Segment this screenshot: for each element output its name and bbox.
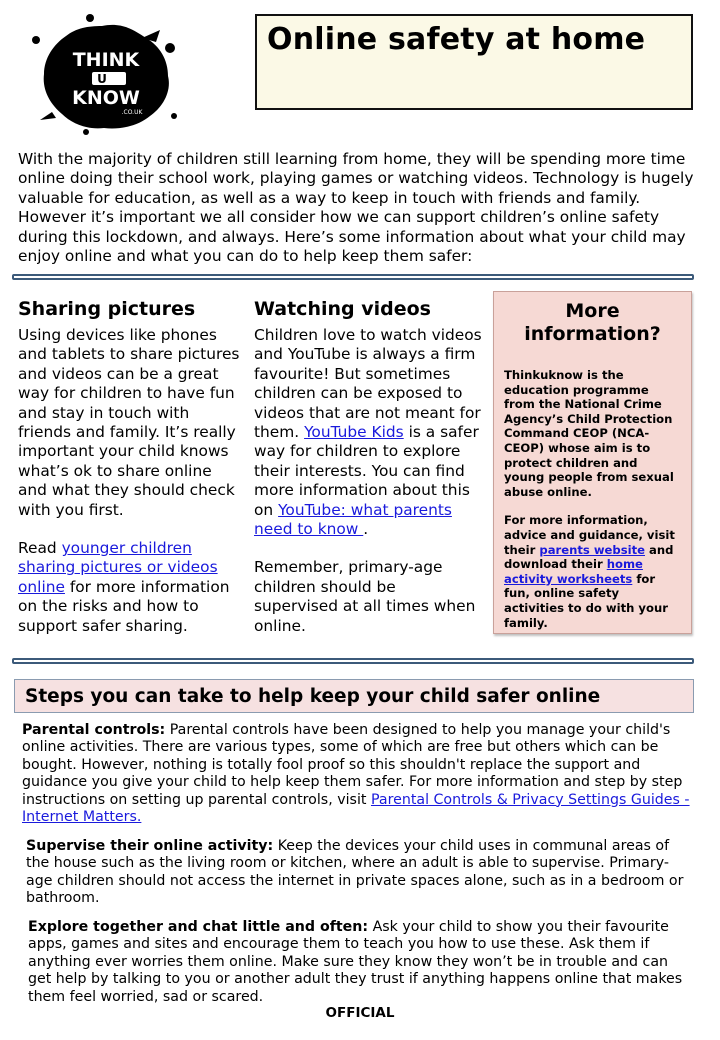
sharing-paragraph: Using devices like phones and tablets to share pictures and videos can be a great way for children to have fun and stay in touch with friends and family. It’s really important your child knows what’s ok to share online and what they should check with you first. [18, 326, 240, 519]
supervise-text: Keep the devices your child uses in communal areas of the house such as the living room or kitchen, where an adult is able to supervise. Primary-age children should not access the internet in private spaces alone, such as in a bedroom or bathroom. [26, 838, 684, 907]
watching-section [254, 326, 484, 636]
more-info-text-b: and download their [504, 542, 674, 572]
watching-text-1: Children love to watch videos and YouTube is always a firm favourite! But sometimes children can be exposed to videos that are not meant for them. [254, 326, 482, 442]
classification-footer: OFFICIAL [325, 1005, 395, 1021]
sharing-pictures-link[interactable]: younger children sharing pictures or videos online [18, 539, 218, 596]
watching-text-3: . [363, 520, 369, 539]
more-info-paragraph: Thinkuknow is the education programme from the National Crime Agency’s Child Protection Command CEOP (NCA-CEOP) whose aim is to protect children and young people from sexual abuse online. [504, 368, 674, 499]
logo-text-know: KNOW [72, 87, 140, 109]
sharing-heading: Sharing pictures [18, 298, 196, 320]
sharing-read-more [18, 539, 242, 636]
title-box [255, 14, 693, 110]
parents-website-link[interactable]: parents website [539, 542, 645, 557]
more-info-box [493, 291, 692, 634]
more-info-text-c: for fun, online safety activities to do with your family. [504, 571, 668, 630]
watching-supervision-paragraph: Remember, primary-age children should be supervised at all times when online. [254, 558, 476, 635]
internet-matters-link[interactable]: Parental Controls & Privacy Settings Guides - Internet Matters. [22, 791, 690, 826]
parental-controls-paragraph [22, 722, 692, 826]
more-info-heading: More information? [524, 300, 661, 345]
sharing-read-suffix: for more information on the risks and how to support safer sharing. [18, 577, 230, 635]
home-activity-worksheets-link[interactable]: home activity worksheets [504, 557, 643, 586]
watching-text-2: is a safer way for children to explore their interests. You can find more information about this on [254, 423, 479, 519]
youtube-kids-link[interactable]: YouTube Kids [304, 423, 404, 442]
logo-text-u: U [97, 72, 107, 86]
explore-label: Explore together and chat little and often: [28, 919, 369, 935]
supervise-paragraph [26, 838, 692, 908]
parental-controls-text: Parental controls have been designed to help you manage your child's online activities. There are various types, some of which are free but others which can be bought. However, nothing is totally fool proof so this shouldn't replace the support and guidance you give your child to help keep them safer. For more information and step by step instructions on setting up parental controls, visit [22, 722, 683, 808]
divider-top [12, 274, 694, 280]
steps-heading: Steps you can take to help keep your child safer online [25, 686, 601, 707]
parental-controls-label: Parental controls: [22, 722, 166, 738]
logo-text-think: THINK [72, 49, 140, 71]
more-info-text-a: For more information, advice and guidance, visit their [504, 513, 675, 557]
page-title: Online safety at home [267, 22, 646, 57]
more-info-links-paragraph [494, 513, 691, 630]
intro-paragraph: With the majority of children still learning from home, they will be spending more time online doing their school work, playing games or watching videos. Technology is hugely valuable for education, as well as a way to keep in touch with friends and family. However it’s important we all consider how we can support children’s online safety during this lockdown, and always. Here’s some information about what your child may enjoy online and what you can do to help keep them safer: [18, 150, 694, 266]
sharing-section [18, 326, 242, 636]
divider-middle [12, 658, 694, 664]
ink-splat-logo-icon [22, 8, 182, 136]
youtube-parents-link[interactable]: YouTube: what parents need to know [254, 500, 452, 539]
explore-text: Ask your child to show you their favourite apps, games and sites and encourage them to teach you how to use these. Ask them if anything ever worries them online. Make sure they know they won’t be in trouble and can get help by talking to you or another adult they trust if anything happens online that makes them feel worried, sad or scared. [28, 919, 683, 1005]
steps-heading-box [14, 679, 694, 713]
explore-paragraph [28, 919, 692, 1006]
thinkuknow-logo [22, 8, 182, 136]
logo-text-domain: .CO.UK [121, 109, 143, 116]
watching-heading: Watching videos [254, 298, 431, 320]
supervise-label: Supervise their online activity: [26, 838, 274, 854]
watching-paragraph [254, 326, 484, 539]
sharing-read-prefix: Read [18, 539, 62, 558]
